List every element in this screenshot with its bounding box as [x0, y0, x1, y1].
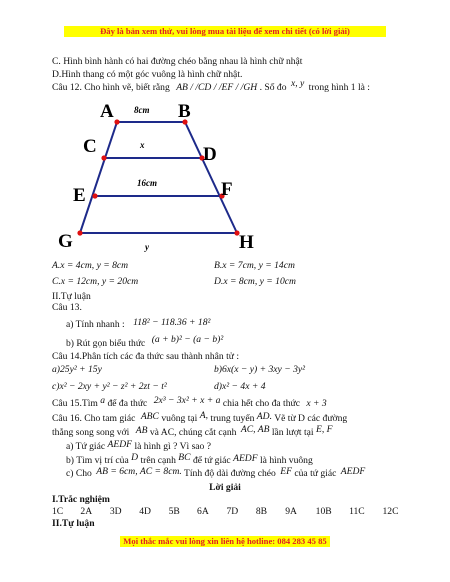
- answer-12b: B.x = 7cm, y = 14cm: [214, 260, 295, 271]
- answer-key-row: [52, 506, 410, 517]
- q16-text-2: vuông tại: [161, 413, 198, 424]
- q16c-text-2: Tính độ dài đường chéo: [184, 468, 276, 479]
- q16-math-ab: AB: [135, 425, 148, 436]
- answer-key-1: 1C: [52, 506, 64, 517]
- answer-key-7: 7D: [226, 506, 239, 517]
- q12-text: Câu 12. Cho hình vẽ, biết rằng: [52, 82, 170, 93]
- length-ab: 8cm: [134, 105, 150, 115]
- q16-math-abc: ABC: [140, 411, 159, 422]
- answer-12a: A.x = 4cm, y = 8cm: [52, 260, 129, 271]
- question-13b: [66, 334, 224, 349]
- answer-key-4: 4D: [139, 506, 151, 517]
- label-e: E: [73, 185, 86, 206]
- q12-text-3: trong hình 1 là :: [308, 82, 370, 93]
- solution-part-1: I.Trắc nghiệm: [52, 494, 110, 505]
- q15-text-3: chia hết cho đa thức: [222, 398, 300, 409]
- answer-12c: C.x = 12cm, y = 20cm: [52, 276, 139, 287]
- answer-key-10: 10B: [315, 506, 332, 517]
- q16-math-ef: E, F: [315, 424, 333, 435]
- q16b-text-4: là hình vuông: [260, 455, 313, 466]
- q16b-math-bc: BC: [178, 452, 191, 463]
- question-16b: [66, 452, 313, 466]
- question-16c: [66, 468, 365, 479]
- q16b-math-aedf: AEDF: [233, 453, 258, 464]
- q16-text-7: lần lượt tại: [271, 427, 314, 438]
- q16b-text: b) Tìm vị trí của: [66, 455, 129, 466]
- q16-text-6: và AC, chúng cắt cạnh: [149, 427, 237, 438]
- footer-banner: Mọi thắc mắc vui lòng xin liên hệ hotline: 084 283 45 85: [120, 536, 330, 547]
- length-ef: 16cm: [137, 178, 157, 188]
- label-h: H: [239, 232, 254, 253]
- label-a: A: [100, 101, 114, 122]
- length-cd: x: [140, 140, 145, 150]
- answer-key-6: 6A: [197, 506, 209, 517]
- q16a-text-2: là hình gì ? Vì sao ?: [134, 441, 212, 452]
- q16a-math: AEDF: [107, 439, 133, 450]
- question-14: Câu 14.Phân tích các đa thức sau thành nhân tử :: [52, 351, 240, 362]
- answer-key-8: 8B: [255, 506, 268, 517]
- q16b-text-2: trên cạnh: [140, 455, 176, 466]
- label-f: F: [221, 179, 233, 200]
- q16c-math-lengths: AB = 6cm, AC = 8cm.: [96, 466, 182, 477]
- solution-part-2: II.Tự luận: [52, 518, 95, 529]
- q16b-text-3: để tứ giác: [192, 455, 231, 466]
- question-16: [52, 410, 348, 424]
- q16-math-ac-ab: AC, AB: [240, 424, 270, 435]
- part-2-title: II.Tự luận: [52, 291, 91, 302]
- answer-key-9: 9A: [285, 506, 297, 517]
- answer-key-2: 2A: [80, 506, 93, 517]
- q13b-expression: (a + b)² − (a − b)²: [151, 334, 224, 345]
- length-gh: y: [145, 242, 149, 252]
- q16b-math-d: D: [131, 452, 139, 463]
- q12-math-parallel: AB / /CD / /EF / /GH: [176, 82, 258, 93]
- q16-math-ad: AD.: [256, 411, 272, 422]
- question-15: [52, 395, 327, 409]
- q16c-text-3: của tứ giác: [294, 468, 337, 479]
- q15-text-2: để đa thức: [107, 398, 148, 409]
- label-c: C: [83, 136, 97, 157]
- q12-math-xy: x, y: [290, 78, 305, 89]
- q16c-math-ef: EF: [280, 466, 292, 477]
- label-g: G: [58, 231, 73, 252]
- q13b-label: b) Rút gọn biểu thức: [66, 338, 146, 349]
- question-16-cont: [52, 424, 333, 438]
- q13a-expression: 118² − 118.36 + 18²: [133, 317, 211, 328]
- question-13a: [66, 319, 210, 330]
- answer-key-5: 5B: [168, 506, 180, 517]
- q12-text-2: . Số đo: [259, 82, 287, 93]
- q16c-text: c) Cho: [66, 468, 92, 479]
- label-d: D: [203, 144, 217, 165]
- header-banner: Đây là bản xem thử, vui lòng mua tài liệu để xem chi tiết (có lời giải): [64, 26, 386, 37]
- q16a-text: a) Tứ giác: [66, 441, 106, 452]
- question-14c: c)x² − 2xy + y² − z² + 2zt − t²: [52, 381, 167, 392]
- option-d-line: D.Hình thang có một góc vuông là hình chữ nhật.: [52, 69, 243, 80]
- q13a-label: a) Tính nhanh :: [66, 319, 125, 330]
- q15-math-divisor: x + 3: [306, 398, 327, 409]
- question-14b: b)6x(x − y) + 3xy − 3y²: [214, 364, 306, 375]
- q15-text: Câu 15.Tìm: [52, 398, 98, 409]
- answer-key-11: 11C: [349, 506, 365, 517]
- option-c-line: C. Hình bình hành có hai đường chéo bằng nhau là hình chữ nhật: [52, 56, 303, 67]
- label-b: B: [178, 101, 191, 122]
- q16c-math-aedf: AEDF: [340, 466, 366, 477]
- q15-math-poly: 2x³ − 3x² + x + a: [153, 395, 221, 406]
- q16-text-5: thẳng song song với: [52, 427, 130, 438]
- answer-key-3: 3D: [109, 506, 122, 517]
- question-16a: [66, 441, 211, 452]
- q16-math-a: A,: [199, 410, 208, 421]
- q16-text: Câu 16. Cho tam giác: [52, 413, 136, 424]
- q16-text-4: Vẽ từ D các đường: [274, 413, 348, 424]
- q16-text-3: trung tuyến: [210, 413, 255, 424]
- q15-math-a: a: [100, 395, 106, 406]
- solution-title: Lời giải: [209, 482, 241, 493]
- answer-key-12: 12C: [382, 506, 399, 517]
- question-14a: a)25y² + 15y: [52, 364, 102, 375]
- answer-12d: D.x = 8cm, y = 10cm: [214, 276, 296, 287]
- question-14d: d)x² − 4x + 4: [214, 381, 266, 392]
- question-13: Câu 13.: [52, 302, 82, 313]
